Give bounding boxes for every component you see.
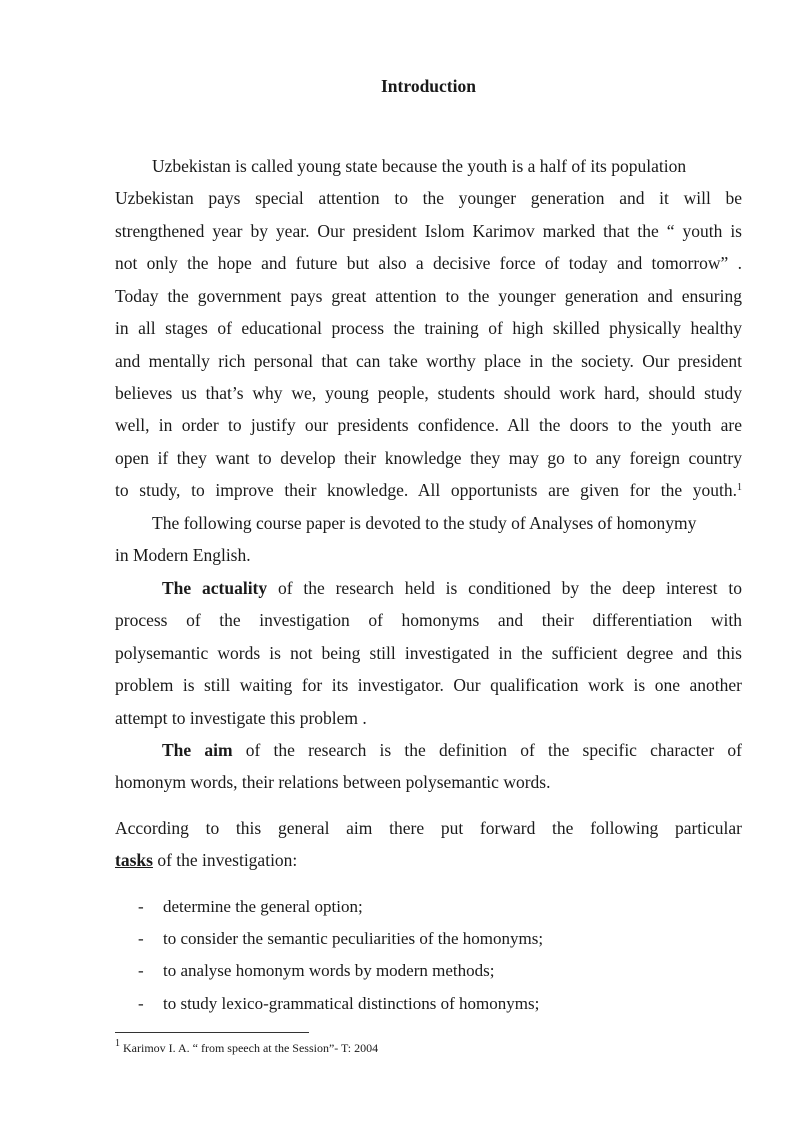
intro-line-8: believes us that’s why we, young people, students should work hard, should study [115, 383, 742, 403]
intro-line-4: not only the hope and future but also a decisive force of today and tomorrow” . [115, 253, 742, 273]
list-item [138, 928, 543, 950]
list-item [138, 993, 539, 1015]
list-item-text: to analyse homonym words by modern methods; [163, 961, 495, 980]
list-bullet: - [138, 929, 144, 948]
list-item [138, 896, 363, 918]
footnote-text: Karimov I. A. “ from speech at the Session”- T: 2004 [120, 1041, 379, 1055]
intro-line-10: open if they want to develop their knowledge they may go to any foreign country [115, 448, 742, 468]
footnote-marker: 1 [115, 1038, 120, 1049]
list-item-text: to consider the semantic peculiarities of the homonyms; [163, 929, 544, 948]
footnote-ref: 1 [737, 482, 742, 493]
tasks-intro-line-2-text: of the investigation: [152, 850, 298, 870]
footnote [115, 1038, 379, 1056]
actuality-line-2: process of the investigation of homonyms and their differentiation with [115, 610, 742, 630]
tasks-intro-line-2 [115, 849, 742, 871]
intro-line-3: strengthened year by year. Our president Islom Karimov marked that the “ youth is [115, 221, 742, 241]
course-line-1: The following course paper is devoted to the study of Analyses of homonymy [152, 513, 697, 533]
aim-line-1 [162, 739, 742, 761]
intro-line-7: and mentally rich personal that can take worthy place in the society. Our president [115, 351, 742, 371]
actuality-line-4: problem is still waiting for its investigator. Our qualification work is one another [115, 675, 742, 695]
actuality-line-3: polysemantic words is not being still investigated in the sufficient degree and this [115, 643, 742, 663]
list-bullet: - [138, 994, 144, 1013]
tasks-intro-line-1: According to this general aim there put forward the following particular [115, 818, 742, 838]
list-item-text: determine the general option; [163, 897, 363, 916]
intro-line-1: Uzbekistan is called young state because the youth is a half of its population [152, 156, 687, 176]
intro-line-5: Today the government pays great attention to the younger generation and ensuring [115, 286, 742, 306]
intro-line-6: in all stages of educational process the training of high skilled physically healthy [115, 318, 742, 338]
intro-line-11 [115, 479, 742, 501]
aim-label: The aim [162, 740, 233, 760]
list-bullet: - [138, 897, 144, 916]
intro-line-9: well, in order to justify our presidents confidence. All the doors to the youth are [115, 415, 742, 435]
intro-line-2: Uzbekistan pays special attention to the younger generation and it will be [115, 188, 742, 208]
list-bullet: - [138, 961, 144, 980]
actuality-line-1-text: of the research held is conditioned by the deep interest to [267, 578, 742, 598]
aim-line-1-text: of the research is the definition of the specific character of [232, 740, 743, 760]
list-item [138, 960, 494, 982]
footnote-separator [115, 1032, 309, 1033]
actuality-label: The actuality [162, 578, 268, 598]
course-line-2: in Modern English. [115, 545, 251, 565]
actuality-line-1 [162, 577, 742, 599]
tasks-label: tasks [115, 850, 153, 870]
actuality-line-5: attempt to investigate this problem . [115, 708, 367, 728]
aim-line-2: homonym words, their relations between polysemantic words. [115, 772, 551, 792]
page-title: Introduction [381, 76, 476, 96]
intro-line-11-text: to study, to improve their knowledge. All opportunists are given for the youth. [115, 480, 737, 500]
list-item-text: to study lexico-grammatical distinctions of homonyms; [163, 994, 540, 1013]
